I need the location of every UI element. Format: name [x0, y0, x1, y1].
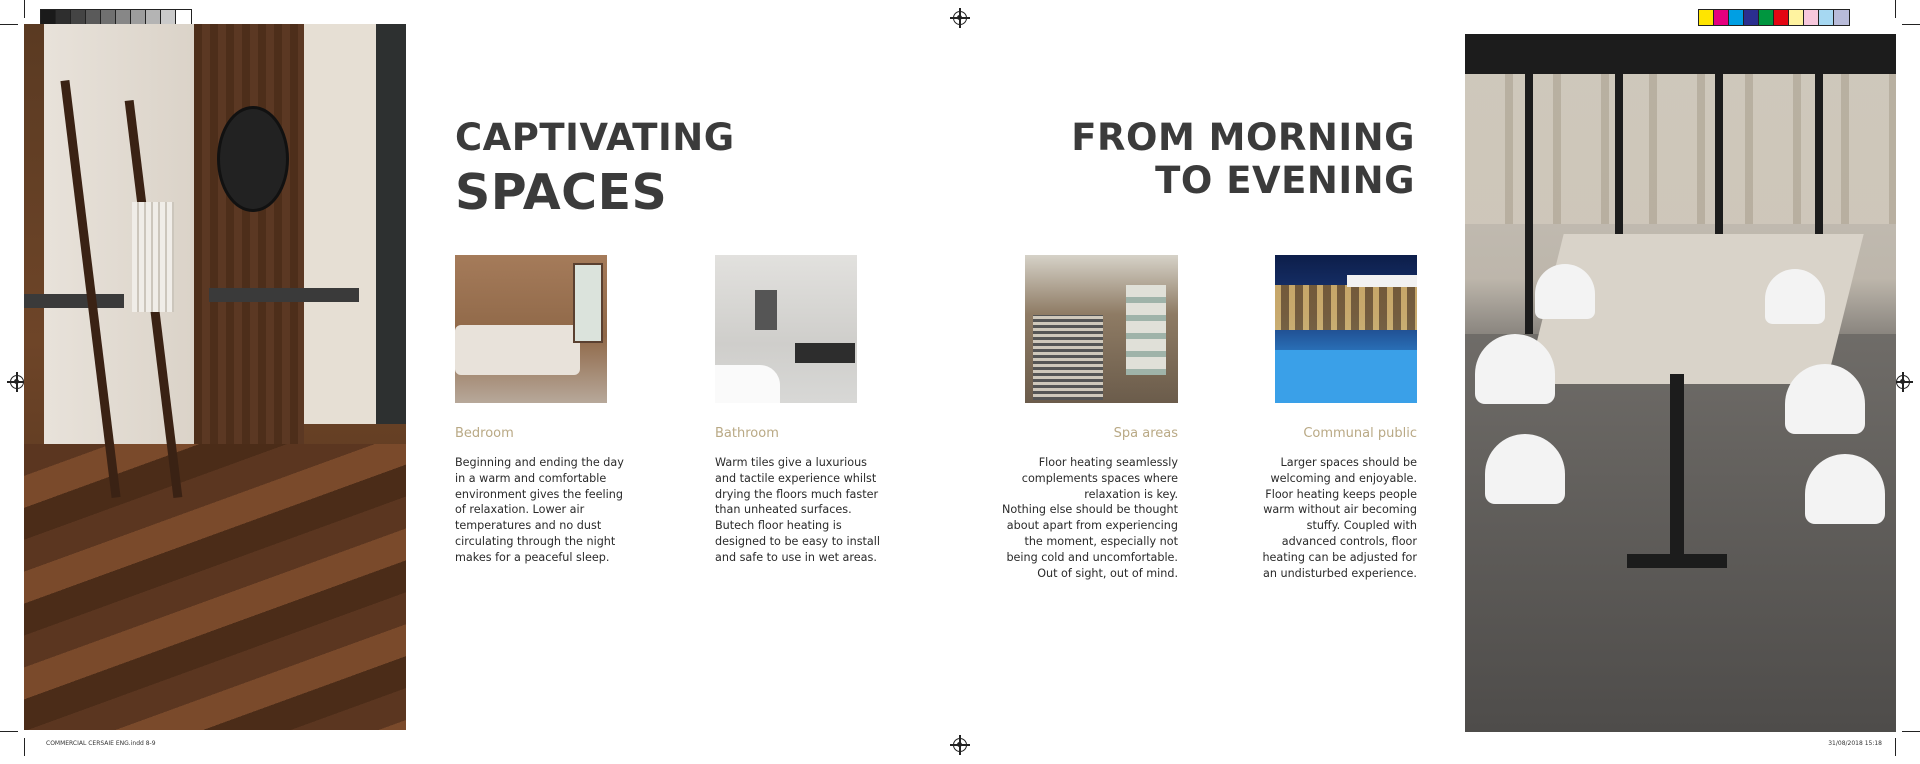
color-swatch [1819, 10, 1834, 25]
color-swatch [1744, 10, 1759, 25]
grayscale-swatch [116, 10, 131, 25]
crop-mark-top-right-h [1902, 24, 1920, 25]
bathroom-wood-floor-photo [24, 24, 406, 730]
crop-mark-top-right-v [1895, 0, 1896, 18]
section-body-bathroom: Warm tiles give a luxurious and tactile experience whilst drying the floors much faster than unheated surfaces. Butech floor heating is designed to be easy to install and safe to use in wet areas. [715, 456, 880, 564]
crop-mark-bottom-right-v [1895, 738, 1896, 756]
section-body-spa: Floor heating seamlessly complements spaces where relaxation is key. Nothing else should be thought about apart from experiencing the moment, especially not being cold and uncomfortable. Out of sight, out of mind. [1002, 456, 1178, 580]
heading-to-evening: TO EVENING [1155, 159, 1415, 202]
crop-mark-bottom-right-h [1902, 731, 1920, 732]
section-title-spa: Spa areas [1113, 426, 1178, 441]
crop-mark-bottom-left-v [24, 738, 25, 756]
color-strip [1698, 9, 1850, 26]
registration-mark-bottom [953, 738, 967, 752]
grayscale-swatch [146, 10, 161, 25]
restaurant-interior-photo [1465, 34, 1896, 732]
crop-mark-bottom-left-h [0, 731, 18, 732]
grayscale-swatch [161, 10, 176, 25]
section-body-communal: Larger spaces should be welcoming and enjoyable. Floor heating keeps people warm without air becoming stuffy. Coupled with advanced controls, floor heating can be adjusted for an undisturbed experience. [1262, 456, 1417, 580]
grayscale-swatch [71, 10, 86, 25]
crop-mark-top-left-h [0, 24, 18, 25]
grayscale-swatch [86, 10, 101, 25]
heading-captivating: CAPTIVATING [455, 116, 735, 159]
color-swatch [1699, 10, 1714, 25]
color-swatch [1804, 10, 1819, 25]
registration-mark-left [10, 375, 24, 389]
color-swatch [1789, 10, 1804, 25]
heading-from-morning: FROM MORNING [1071, 116, 1415, 159]
registration-mark-top [953, 11, 967, 25]
grayscale-swatch [131, 10, 146, 25]
registration-mark-right [1896, 375, 1910, 389]
spa-photo [1025, 255, 1178, 403]
communal-public-photo [1275, 255, 1417, 403]
grayscale-swatch [41, 10, 56, 25]
section-body-bedroom: Beginning and ending the day in a warm and comfortable environment gives the feeling of relaxation. Lower air temperatures and no dust circulating through the night makes for a peaceful sleep. [455, 456, 624, 564]
file-slug-left: COMMERCIAL CERSAIE ENG.indd 8-9 [46, 740, 156, 747]
color-swatch [1729, 10, 1744, 25]
color-swatch [1774, 10, 1789, 25]
section-title-communal: Communal public [1303, 426, 1417, 441]
bathroom-photo [715, 255, 857, 403]
color-swatch [1834, 10, 1849, 25]
color-swatch [1759, 10, 1774, 25]
grayscale-swatch [101, 10, 116, 25]
color-swatch [1714, 10, 1729, 25]
bedroom-photo [455, 255, 607, 403]
crop-mark-top-left-v [24, 0, 25, 18]
section-title-bedroom: Bedroom [455, 426, 514, 441]
grayscale-swatch [56, 10, 71, 25]
section-title-bathroom: Bathroom [715, 426, 779, 441]
heading-spaces: SPACES [455, 164, 668, 221]
grayscale-swatch [176, 10, 191, 25]
file-slug-right: 31/08/2018 15:18 [1828, 740, 1882, 747]
